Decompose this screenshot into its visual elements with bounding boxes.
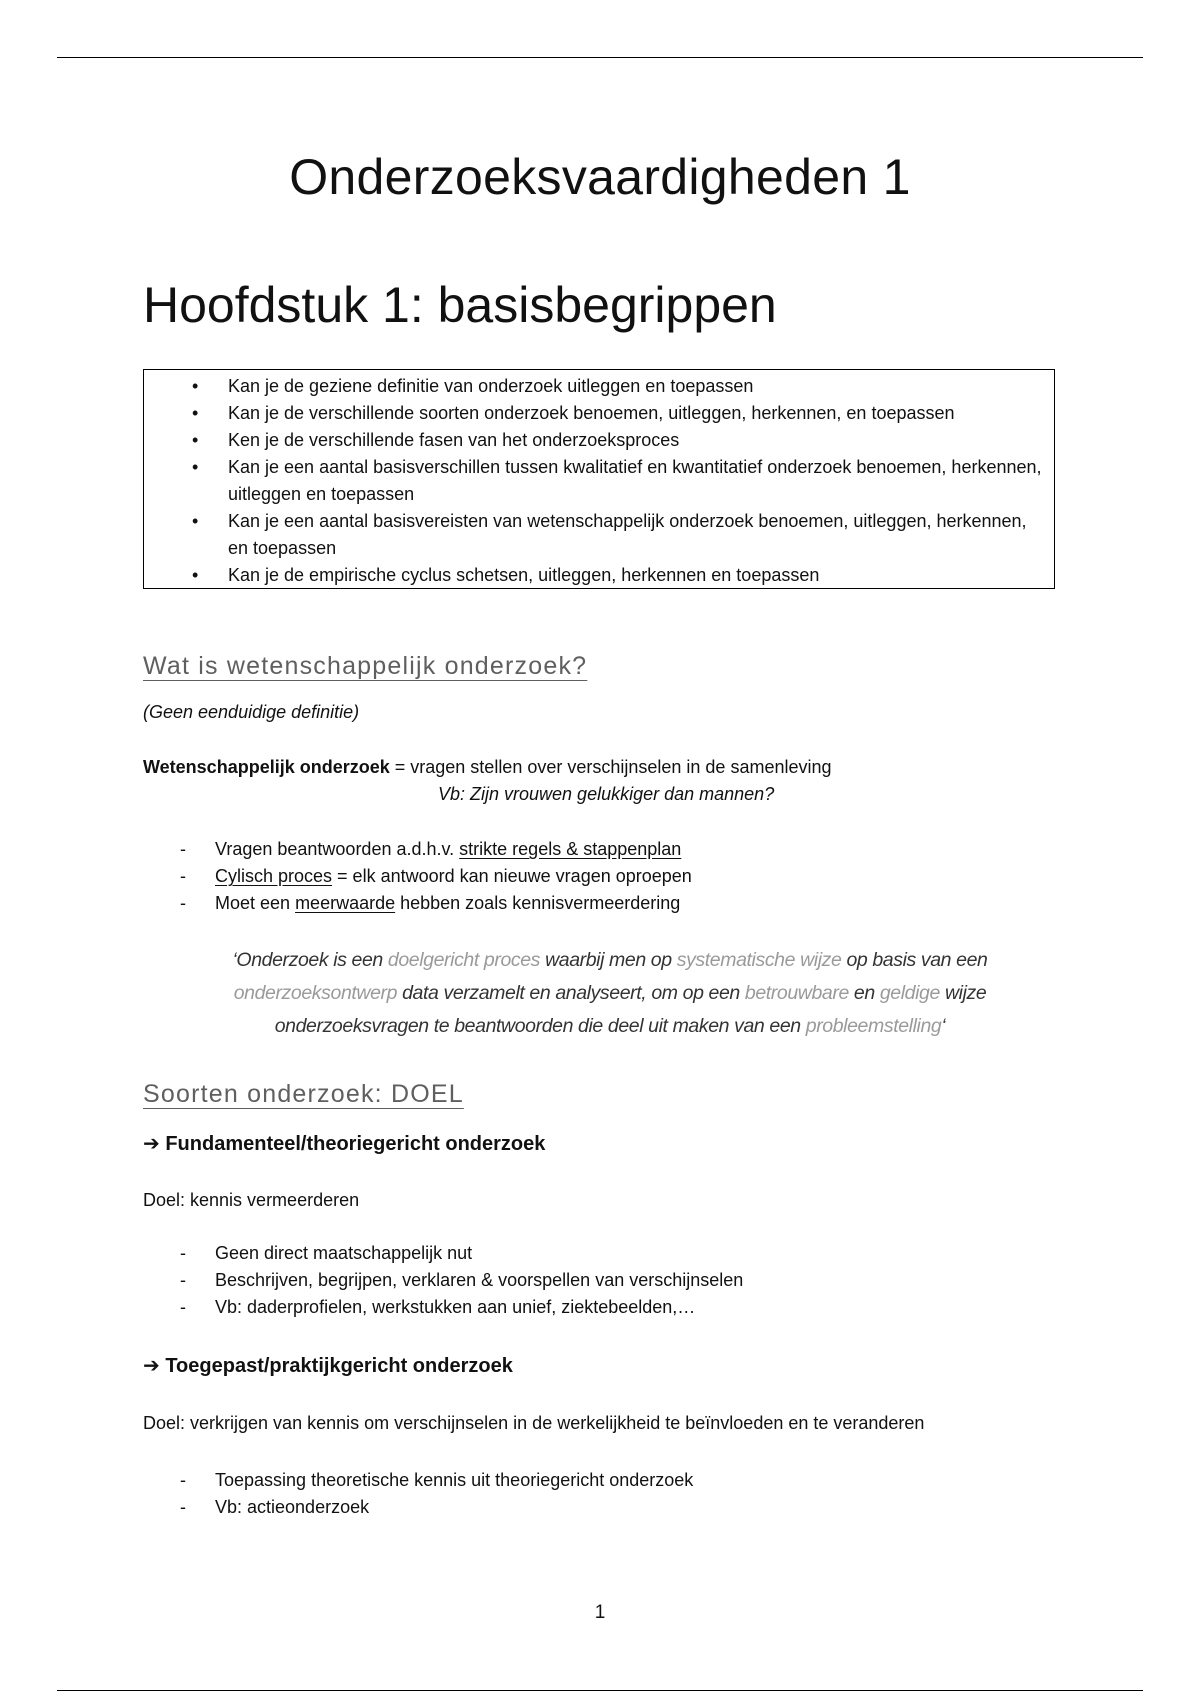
goal-item: • Kan je de verschillende soorten onderzoek benoemen, uitleggen, herkennen, en toepassen — [144, 400, 1054, 427]
goal-fundamenteel: Doel: kennis vermeerderen — [143, 1190, 360, 1210]
list-item: - Vb: actieonderzoek — [143, 1494, 693, 1521]
header-rule — [57, 57, 1143, 58]
toegepast-bullets — [143, 1467, 693, 1521]
section-heading-wat-is: Wat is wetenschappelijk onderzoek? — [143, 652, 588, 680]
fundamenteel-bullets — [143, 1240, 743, 1321]
goal-item: • Kan je een aantal basisvereisten van wetenschappelijk onderzoek benoemen, uitleggen, herkennen, en toepassen — [144, 508, 1054, 562]
definition-line — [143, 757, 832, 778]
page-number: 1 — [594, 1602, 606, 1623]
chapter-title: Hoofdstuk 1: basisbegrippen — [143, 277, 777, 333]
definition-note: (Geen eenduidige definitie) — [143, 702, 360, 722]
subheading-toegepast: ➔ Toegepast/praktijkgericht onderzoek — [143, 1355, 513, 1377]
arrow-icon: ➔ — [143, 1133, 160, 1155]
section-heading-soorten: Soorten onderzoek: DOEL — [143, 1080, 464, 1108]
goal-item: • Kan je de empirische cyclus schetsen, uitleggen, herkennen en toepassen — [144, 562, 1054, 589]
list-item: - Moet een meerwaarde hebben zoals kennisvermeerdering — [143, 890, 692, 917]
definition-bullets — [143, 836, 692, 917]
footer-rule — [57, 1690, 1143, 1691]
list-item: - Toepassing theoretische kennis uit theoriegericht onderzoek — [143, 1467, 693, 1494]
definition-quote: ‘Onderzoek is een doelgericht proces waarbij men op systematische wijze op basis van een onderzoeksontwerp data verzamelt en analyseert, om op een betrouwbare en geldige wijze onderzoeksvragen te beantwoorden die deel uit maken van een probleemstelling‘ — [232, 949, 988, 1037]
list-item: - Geen direct maatschappelijk nut — [143, 1240, 743, 1267]
definition-term: Wetenschappelijk onderzoek — [143, 757, 390, 777]
goal-item: • Kan je de geziene definitie van onderzoek uitleggen en toepassen — [144, 373, 1054, 400]
subheading-fundamenteel: ➔ Fundamenteel/theoriegericht onderzoek — [143, 1133, 546, 1155]
learning-goals-box — [143, 369, 1055, 589]
definition-text: = vragen stellen over verschijnselen in de samenleving — [389, 757, 832, 777]
list-item: - Cylisch proces = elk antwoord kan nieuwe vragen oproepen — [143, 863, 692, 890]
document-title: Onderzoeksvaardigheden 1 — [289, 149, 911, 205]
list-item: - Vragen beantwoorden a.d.h.v. strikte regels & stappenplan — [143, 836, 692, 863]
list-item: - Vb: daderprofielen, werkstukken aan unief, ziektebeelden,… — [143, 1294, 743, 1321]
goal-toegepast: Doel: verkrijgen van kennis om verschijnselen in de werkelijkheid te beïnvloeden en te veranderen — [143, 1413, 925, 1433]
goal-item: • Kan je een aantal basisverschillen tussen kwalitatief en kwantitatief onderzoek benoemen, herkennen, uitleggen en toepassen — [144, 454, 1054, 508]
arrow-icon: ➔ — [143, 1355, 160, 1377]
definition-example: Vb: Zijn vrouwen gelukkiger dan mannen? — [438, 784, 775, 804]
goal-item: • Ken je de verschillende fasen van het onderzoeksproces — [144, 427, 1054, 454]
list-item: - Beschrijven, begrijpen, verklaren & voorspellen van verschijnselen — [143, 1267, 743, 1294]
